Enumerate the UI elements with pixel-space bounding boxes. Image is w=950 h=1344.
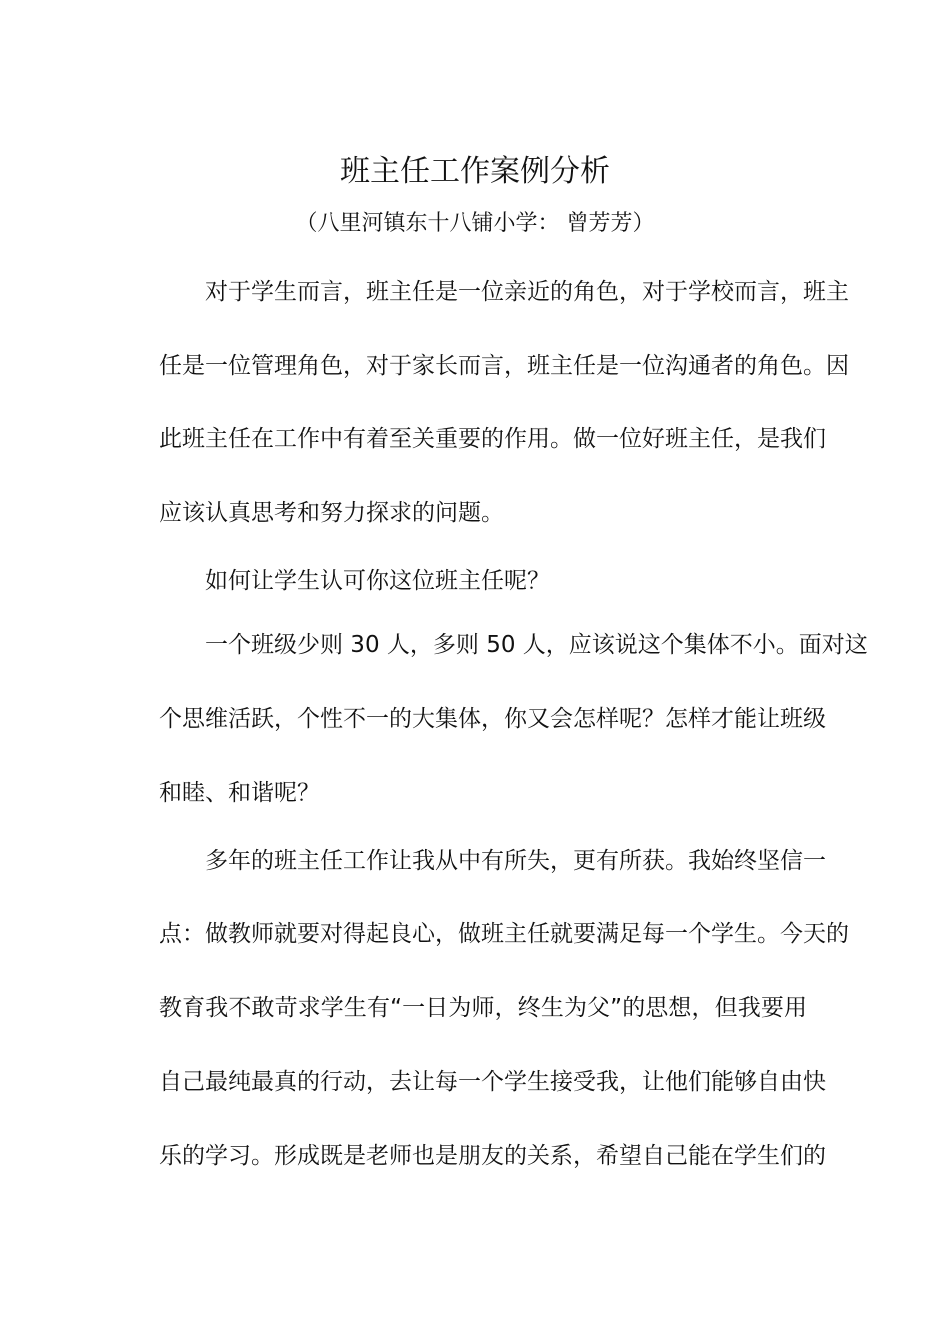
paragraph-1-line-3: 此班主任在工作中有着至关重要的作用。做一位好班主任，是我们 xyxy=(159,426,826,452)
paragraph-2-line-1: 如何让学生认可你这位班主任呢？ xyxy=(205,568,550,594)
paragraph-3-line-1: 一个班级少则 30 人，多则 50 人，应该说这个集体不小。面对这 xyxy=(205,632,868,658)
paragraph-4-line-5: 乐的学习。形成既是老师也是朋友的关系，希望自己能在学生们的 xyxy=(159,1143,826,1169)
paragraph-3-line-3: 和睦、和谐呢？ xyxy=(159,780,320,806)
paragraph-4-line-1: 多年的班主任工作让我从中有所失，更有所获。我始终坚信一 xyxy=(205,848,826,874)
paragraph-1-line-4: 应该认真思考和努力探求的问题。 xyxy=(159,500,504,526)
document-title: 班主任工作案例分析 xyxy=(340,154,610,189)
author-line: （八里河镇东十八铺小学： 曾芳芳） xyxy=(295,211,655,236)
paragraph-4-line-3: 教育我不敢苛求学生有“一日为师，终生为父”的思想，但我要用 xyxy=(159,995,807,1021)
paragraph-1-line-2: 任是一位管理角色，对于家长而言，班主任是一位沟通者的角色。因 xyxy=(159,353,849,379)
paragraph-4-line-4: 自己最纯最真的行动，去让每一个学生接受我，让他们能够自由快 xyxy=(159,1069,826,1095)
paragraph-1-line-1: 对于学生而言，班主任是一位亲近的角色，对于学校而言，班主 xyxy=(205,279,849,305)
paragraph-4-line-2: 点：做教师就要对得起良心，做班主任就要满足每一个学生。今天的 xyxy=(159,921,849,947)
paragraph-3-line-2: 个思维活跃，个性不一的大集体，你又会怎样呢？怎样才能让班级 xyxy=(159,706,826,732)
